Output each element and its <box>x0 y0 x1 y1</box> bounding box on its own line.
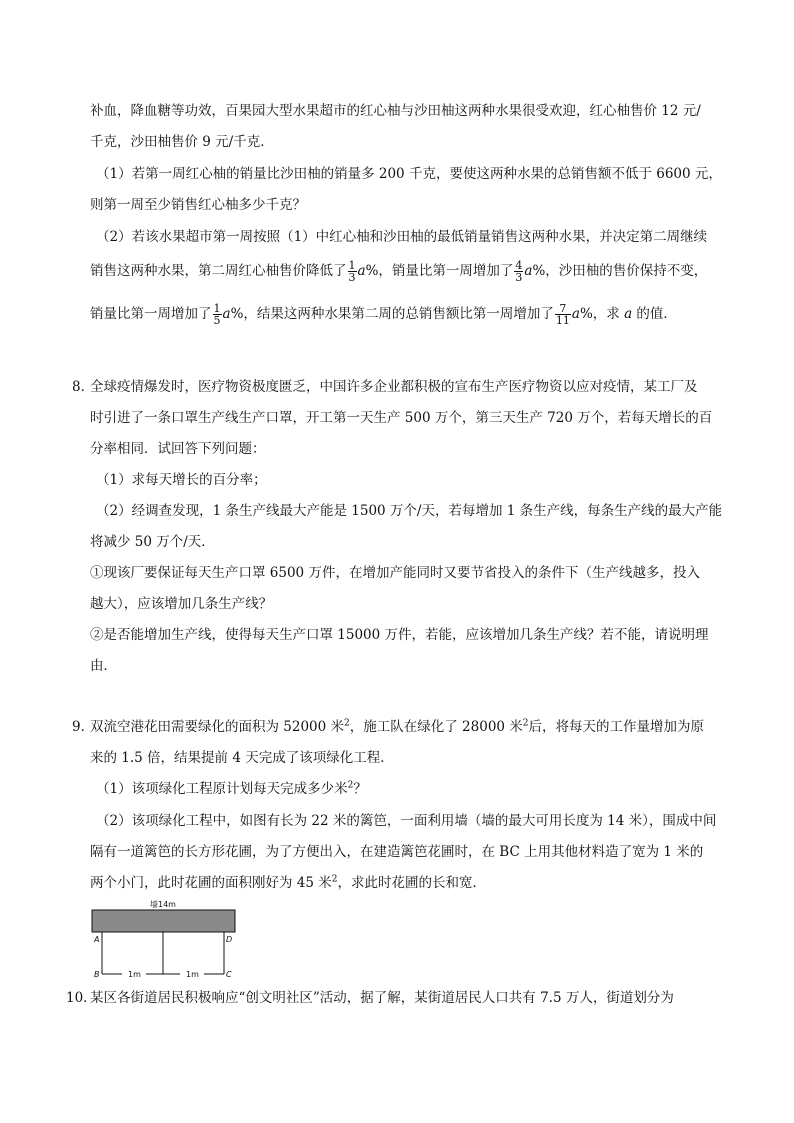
text-segment: 后，将每天的工作量增加为原 <box>528 719 705 735</box>
q8-case1-line-2: 越大），应该增加几条生产线？ <box>90 596 273 612</box>
variable-a: a <box>357 263 366 279</box>
q7-part2-line-2 <box>90 260 707 283</box>
gate-label-2: 1m <box>186 970 199 979</box>
denominator: 3 <box>348 271 356 284</box>
text-segment: 销售这两种水果，第二周红心柚售价降低了 <box>90 263 347 279</box>
text-segment: %，沙田柚的售价保持不变， <box>532 263 708 279</box>
denominator: 3 <box>515 271 523 284</box>
q8-case2-line-2: 由． <box>90 658 117 674</box>
q7-part2-line-3 <box>90 303 677 326</box>
fraction <box>514 260 523 283</box>
denominator: 11 <box>555 314 570 327</box>
variable-a: a <box>624 306 633 322</box>
q7-line-1: 补血，降血糖等功效，百果园大型水果超市的红心柚与沙田柚这两种水果很受欢迎，红心柚售价 12 元/ <box>90 103 701 119</box>
q7-part1-line-1: （1）若第一周红心柚的销量比沙田柚的销量多 200 千克，要使这两种水果的总销售额不低于 6600 元， <box>96 166 722 182</box>
point-label-a: A <box>94 935 100 944</box>
superscript: 2 <box>331 874 338 885</box>
wall-label: 墙14m <box>150 900 176 909</box>
variable-a: a <box>524 263 533 279</box>
q8-part1: （1）求每天增长的百分率； <box>96 472 267 488</box>
fraction <box>555 303 571 326</box>
superscript: 2 <box>347 780 354 791</box>
q9-part2-line-1: （2）该项绿化工程中，如图有长为 22 米的篱笆，一面利用墙（墙的最大可用长度为 14 米），围成中间 <box>96 813 717 829</box>
wall <box>92 910 235 932</box>
variable-a: a <box>222 306 231 322</box>
q9-part2-line-2: 隔有一道篱笆的长方形花圃，为了方便出入，在建造篱笆花圃时，在 BC 上用其他材料造了宽为 1 米的 <box>90 844 704 860</box>
text-segment: %，求 <box>579 306 625 322</box>
text-segment: 销量比第一周增加了 <box>90 306 212 322</box>
q8-line-1: 全球疫情爆发时，医疗物资极度匮乏，中国许多企业都积极的宣布生产医疗物资以应对疫情，某工厂及 <box>90 379 698 395</box>
q7-part1-line-2: 则第一周至少销售红心柚多少千克？ <box>90 197 306 213</box>
text-segment: （1）该项绿化工程原计划每天完成多少米 <box>96 781 348 797</box>
variable-a: a <box>571 306 580 322</box>
text-segment: 两个小门，此时花圃的面积刚好为 45 米 <box>90 875 332 891</box>
fraction <box>213 303 222 326</box>
numerator: 7 <box>555 303 571 315</box>
text-segment: %，销量比第一周增加了 <box>365 263 514 279</box>
q9-part1 <box>96 779 367 799</box>
superscript: 2 <box>344 718 350 729</box>
q10-line-1: 某区各街道居民积极响应“创文明社区”活动，据了解，某街道居民人口共有 7.5 万人，街道划分为 <box>90 990 674 1006</box>
q8-number: 8． <box>72 379 95 395</box>
q7-part2-line-1: （2）若该水果超市第一周按照（1）中红心柚和沙田柚的最低销量销售这两种水果，并决定第二周继续 <box>96 229 708 245</box>
q8-case1-line-1: ①现该厂要保证每天生产口罩 6500 万件，在增加产能同时又要节省投入的条件下（生产线越多，投入 <box>90 565 700 581</box>
q8-line-2: 时引进了一条口罩生产线生产口罩，开工第一天生产 500 万个，第三天生产 720 万个，若每天增长的百 <box>90 410 713 426</box>
q7-line-2: 千克，沙田柚售价 9 元/千克． <box>90 134 274 150</box>
text-segment: ，施工队在绿化了 28000 米 <box>349 719 523 735</box>
denominator: 5 <box>213 314 221 327</box>
numerator: 1 <box>348 259 356 272</box>
q9-line-1 <box>90 717 704 737</box>
q8-part2-line-1: （2）经调查发现，1 条生产线最大产能是 1500 万个/天，若每增加 1 条生产线，每条生产线的最大产能 <box>96 503 723 519</box>
gate-label-1: 1m <box>128 970 141 979</box>
text-segment: ，求此时花圃的长和宽． <box>337 875 486 891</box>
text-segment: %，结果这两种水果第二周的总销售额比第一周增加了 <box>230 306 554 322</box>
fraction <box>348 260 357 283</box>
text-segment: ？ <box>353 781 367 797</box>
garden-figure <box>86 896 246 980</box>
superscript: 2 <box>522 718 529 729</box>
point-label-d: D <box>226 935 233 944</box>
point-label-b: B <box>94 970 100 979</box>
q9-part2-line-3 <box>90 873 486 893</box>
q8-case2-line-1: ②是否能增加生产线，使得每天生产口罩 15000 万件，若能，应该增加几条生产线？若不能，请说明理 <box>90 627 709 643</box>
numerator: 1 <box>213 302 221 315</box>
q9-number: 9． <box>72 719 95 735</box>
q8-part2-line-2: 将减少 50 万个/天． <box>90 534 215 550</box>
q10-number: 10． <box>66 990 97 1006</box>
text-segment: 双流空港花田需要绿化的面积为 52000 米 <box>90 719 345 735</box>
point-label-c: C <box>226 970 232 979</box>
numerator: 4 <box>515 259 523 272</box>
q8-line-3: 分率相同．试回答下列问题： <box>90 441 266 457</box>
q9-line-2: 来的 1.5 倍，结果提前 4 天完成了该项绿化工程． <box>90 750 394 766</box>
text-segment: 的值． <box>632 306 677 322</box>
